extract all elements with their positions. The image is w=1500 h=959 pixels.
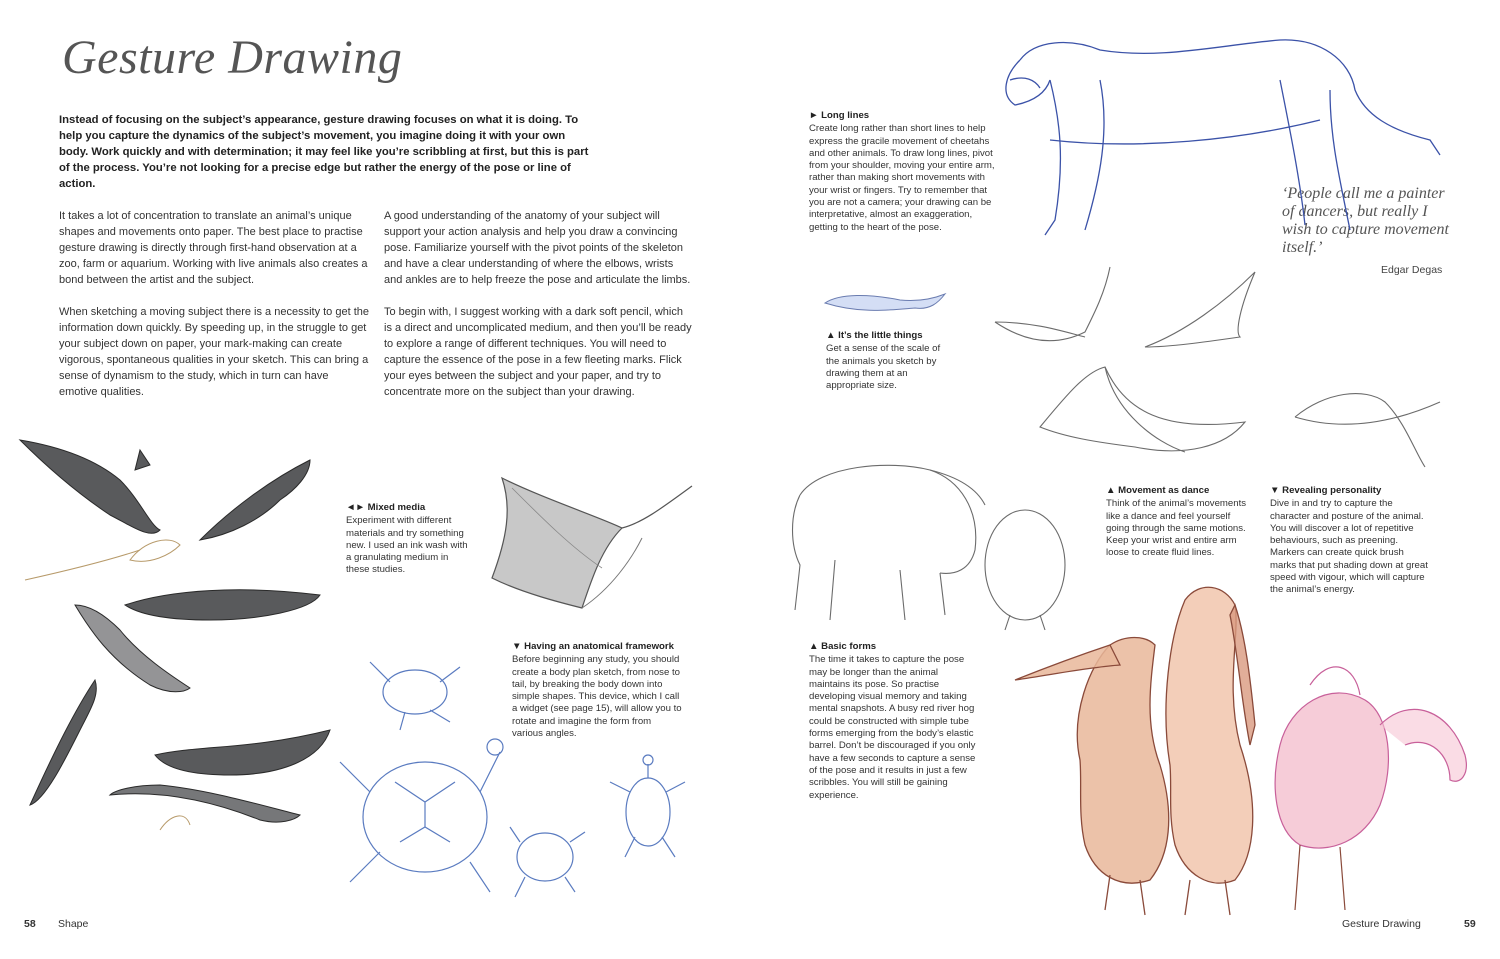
cheetah-sketch-illustration xyxy=(990,20,1450,250)
body-column-2 xyxy=(384,208,692,416)
caption-text: The time it takes to capture the pose may be longer than the animal maintains its pose. So practise developing visual memory and taking mental snapshots. A busy red river hog could be constructed with simple tube forms emerging from the body’s elastic barrel. Don’t be discouraged if you only have a few seconds to capture a sense of the pose and it results in just a few scribbles. You will still be gaining experience. xyxy=(809,654,976,801)
caption-heading: ▼ Having an anatomical framework xyxy=(512,641,674,652)
seal-sketch xyxy=(30,680,96,805)
quote-author: Edgar Degas xyxy=(1381,264,1443,276)
seal-sketch xyxy=(200,460,310,540)
caption-heading: ► Long lines xyxy=(809,110,870,121)
caption-heading: ◄► Mixed media xyxy=(346,502,426,513)
caption-heading: ▲ Movement as dance xyxy=(1106,485,1210,496)
caption-mixed-media xyxy=(346,502,474,577)
small-fish-sketch xyxy=(820,288,948,318)
stingray-sketch-illustration xyxy=(482,468,702,616)
caption-heading: ▲ Basic forms xyxy=(809,641,877,652)
section-name-left: Shape xyxy=(58,918,89,930)
page-number-left: 58 xyxy=(24,918,36,930)
seal-sketch xyxy=(125,590,320,620)
ray-gesture-sketches xyxy=(985,262,1445,472)
caption-text: Dive in and try to capture the character and posture of the animal. You will discover a lot of repetitive behaviours, such as preening. Markers can create quick brush marks that put shading down at great speed with vigour, which will capture the animal’s energy. xyxy=(1270,498,1428,596)
seal-sketch xyxy=(155,730,330,775)
caption-little-things xyxy=(826,330,944,392)
pelican-sketch xyxy=(1077,638,1168,884)
body-paragraph: When sketching a moving subject there is a necessity to get the information down quickly. By speeding up, in the struggle to get your subject down on paper, your mark-making can create vigorous, spontaneous qualities in your sketch. This can bring a sense of dynamism to the study, which in turn can have emotive qualities. xyxy=(59,306,369,398)
body-paragraph: It takes a lot of concentration to translate an animal’s unique shapes and movements onto paper. The best place to practise gesture drawing is directly through first-hand observation at a zoo, farm or aquarium. Working with live animals also creates a bond between the artist and the subject. xyxy=(59,210,368,286)
page-title: Gesture Drawing xyxy=(62,31,403,84)
caption-text: Get a sense of the scale of the animals you sketch by drawing them at an appropriate size. xyxy=(826,343,941,392)
section-name-right: Gesture Drawing xyxy=(1342,918,1421,930)
caption-text: Create long rather than short lines to help express the gracile movement of cheetahs and other animals. To draw long lines, pivot from your shoulder, moving your entire arm, rather than making short movements with your wrist or fingers. Try to remember that you are not a camera; your drawing can be interpretative, almost an exaggeration, getting to the heart of the pose. xyxy=(809,123,995,233)
flamingo-sketch xyxy=(1275,693,1388,848)
pelican-sketches-illustration xyxy=(1010,575,1480,920)
caption-movement-as-dance xyxy=(1106,485,1254,560)
pull-quote: ‘People call me a painter of dancers, but really I wish to capture movement itself.’ xyxy=(1282,185,1449,256)
intro-paragraph: Instead of focusing on the subject’s appearance, gesture drawing focuses on what it is doing. To help you capture the dynamics of the subject’s movement, you imagine doing it with your own body. Work quickly and with determination; it may feel like you’re scribbling at first, but this is part of the process. You’re not looking for a precise edge but rather the energy of the pose or line of action. xyxy=(59,114,589,190)
caption-text: Think of the animal’s movements like a dance and feel yourself going through the same motions. Keep your wrist and entire arm loose to create fluid lines. xyxy=(1106,498,1247,559)
caption-text: Experiment with different materials and try something new. I used an ink wash with a granulating medium in these studies. xyxy=(346,515,468,576)
page-number-right: 59 xyxy=(1464,918,1476,930)
cheetah-sketch xyxy=(1020,40,1440,155)
seal-sketch xyxy=(110,785,300,822)
caption-text: Before beginning any study, you should create a body plan sketch, from nose to tail, by breaking the body down into simple shapes. This device, which I call a widget (see page 15), will allow you to rotate and imagine the form from various angles. xyxy=(512,654,682,740)
body-paragraph: To begin with, I suggest working with a dark soft pencil, which is a direct and uncomplicated medium, and then you’ll be ready to explore a range of different techniques. You will need to capture the essence of the pose in a few fleeting marks. Flick your eyes between the subject and your paper, and try to concentrate more on the subject than your drawing. xyxy=(384,306,692,398)
hog-sketch xyxy=(800,465,976,573)
turtle-sketches-illustration xyxy=(330,652,700,914)
seal-sketches-illustration xyxy=(10,430,340,830)
body-paragraph: A good understanding of the anatomy of your subject will support your action analysis and help you draw a convincing pose. Familiarize yourself with the pivot points of the skeleton and have a clear understanding of where the elbows, wrists and ankles are to help freeze the pose and articulate the limbs. xyxy=(384,210,691,286)
caption-heading: ▲ It’s the little things xyxy=(826,330,923,341)
caption-long-lines xyxy=(809,110,1001,234)
body-column-1 xyxy=(59,208,369,416)
caption-heading: ▼ Revealing personality xyxy=(1270,485,1382,496)
caption-basic-forms xyxy=(809,641,981,802)
